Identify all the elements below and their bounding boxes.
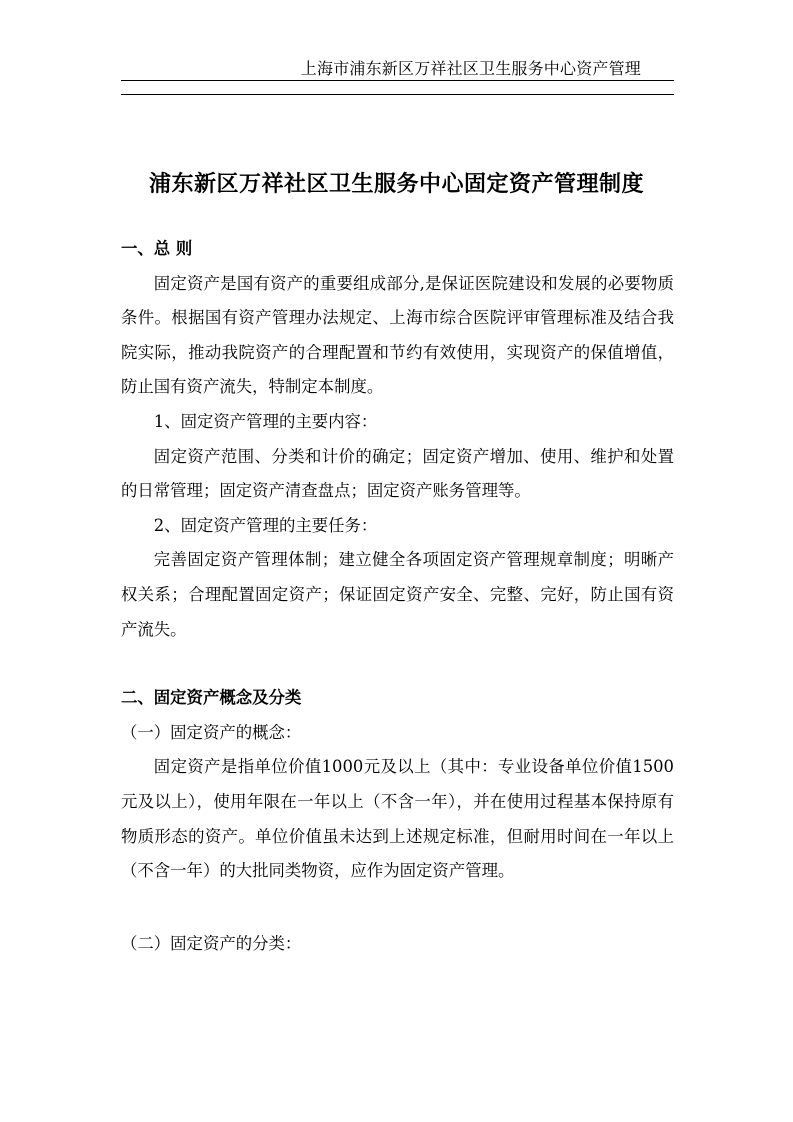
item-heading-main-tasks: 2、固定资产管理的主要任务： (153, 515, 378, 535)
spacer (121, 647, 674, 681)
document-title: 浦东新区万祥社区卫生服务中心固定资产管理制度 (148, 172, 644, 197)
paragraph-main-tasks: 完善固定资产管理体制；建立健全各项固定资产管理规章制度；明晰产权关系；合理配置固定资产；保证固定资产安全、完整、完好，防止国有资产流失。 (121, 550, 674, 639)
running-header: 上海市浦东新区万祥社区卫生服务中心资产管理 (300, 59, 641, 78)
paragraph-concept: 固定资产是指单位价值1000元及以上（其中：专业设备单位价值1500元及以上），使用年限在一年以上（不含一年），并在使用过程基本保持原有物质形态的资产。单位价值虽未达到上述规定标准，但耐用时间在一年以上（不含一年）的大批同类物资，应作为固定资产管理。 (121, 757, 674, 881)
spacer (121, 889, 674, 927)
section-heading-concept-classification: 二、固定资产概念及分类 (121, 688, 302, 708)
subsection-heading-classification: （二）固定资产的分类： (121, 933, 302, 953)
header-rule (121, 80, 674, 81)
paragraph-main-content: 固定资产范围、分类和计价的确定；固定资产增加、使用、维护和处置的日常管理；固定资产清查盘点；固定资产账务管理等。 (121, 446, 674, 501)
document-body (121, 232, 674, 961)
subsection-heading-concept: （一）固定资产的概念： (121, 722, 302, 742)
header-rule-lower (121, 94, 674, 95)
paragraph-general-intro: 固定资产是国有资产的重要组成部分,是保证医院建设和发展的必要物质条件。根据国有资产管理办法规定、上海市综合医院评审管理标准及结合我院实际，推动我院资产的合理配置和节约有效使用，实现资产的保值增值，防止国有资产流失，特制定本制度。 (121, 273, 674, 397)
section-heading-general: 一、总 则 (121, 239, 193, 258)
item-heading-main-content: 1、固定资产管理的主要内容： (153, 411, 378, 431)
